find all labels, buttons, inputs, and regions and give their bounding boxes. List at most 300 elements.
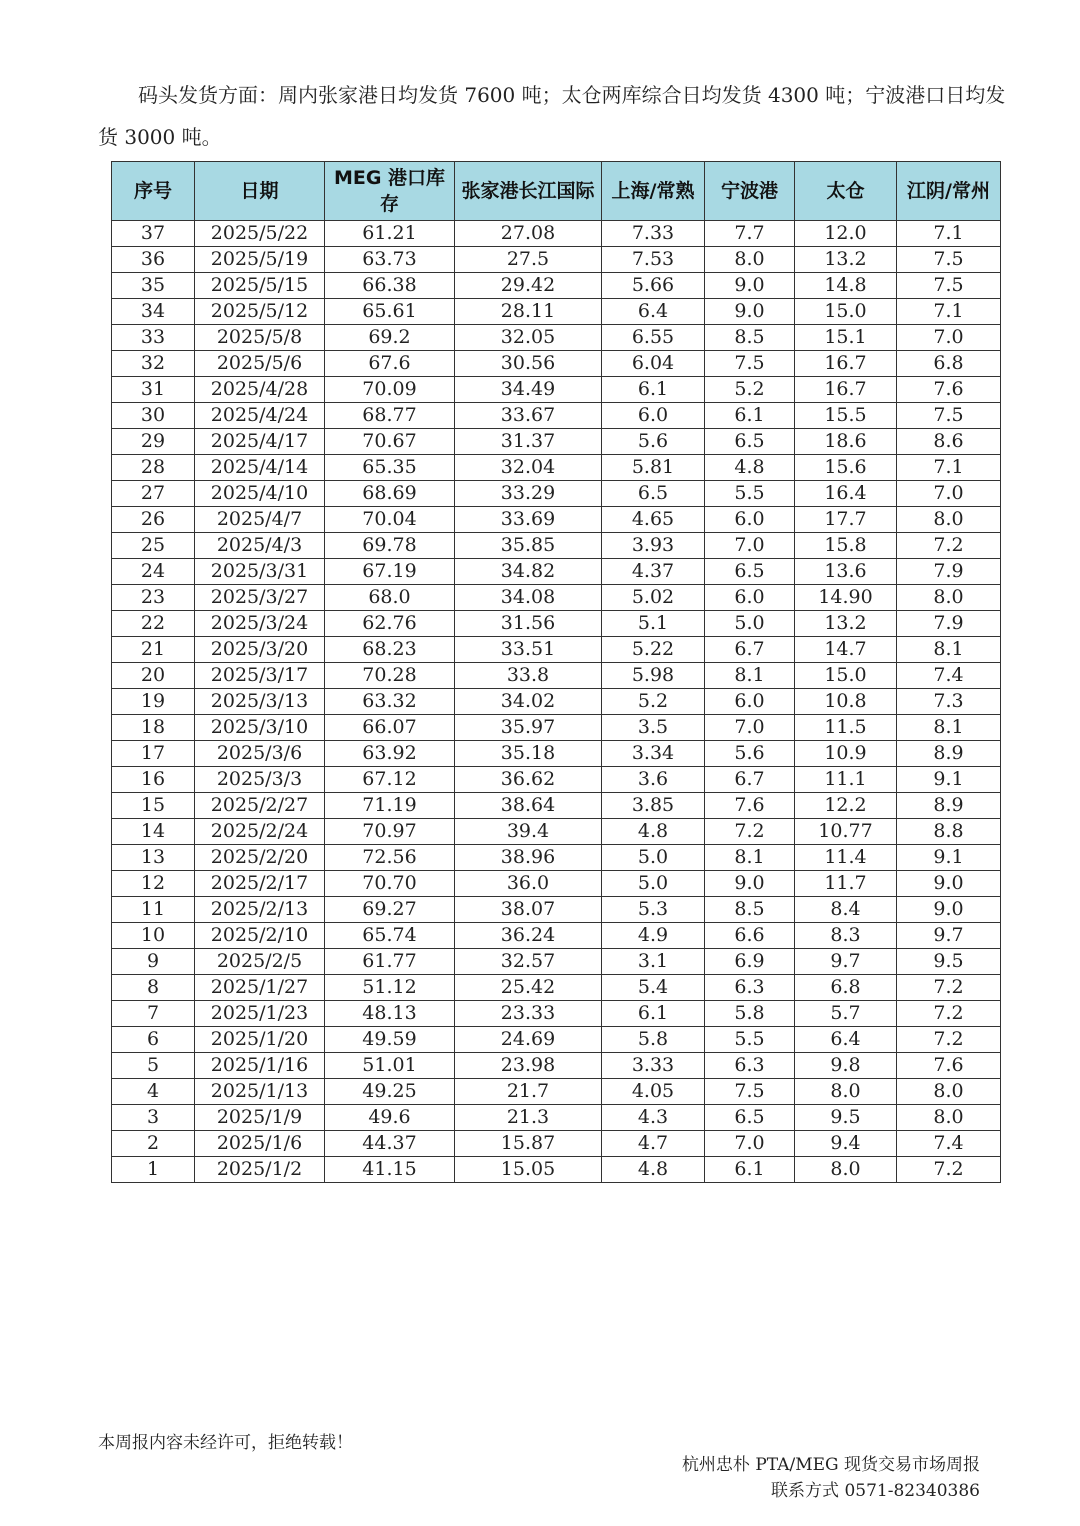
cell-zhangjiagang: 33.51 (455, 637, 602, 663)
cell-zhangjiagang: 36.24 (455, 923, 602, 949)
cell-shanghai-changshu: 4.9 (602, 923, 705, 949)
cell-meg-port-inventory: 71.19 (325, 793, 455, 819)
cell-date: 2025/2/20 (195, 845, 325, 871)
cell-meg-port-inventory: 70.97 (325, 819, 455, 845)
cell-date: 2025/4/14 (195, 455, 325, 481)
cell-taicang: 10.9 (795, 741, 897, 767)
cell-shanghai-changshu: 4.8 (602, 1157, 705, 1183)
cell-meg-port-inventory: 70.70 (325, 871, 455, 897)
cell-shanghai-changshu: 6.1 (602, 377, 705, 403)
cell-taicang: 10.8 (795, 689, 897, 715)
cell-taicang: 15.6 (795, 455, 897, 481)
cell-shanghai-changshu: 6.0 (602, 403, 705, 429)
table-row (112, 429, 1001, 455)
cell-zhangjiagang: 38.64 (455, 793, 602, 819)
table-row (112, 403, 1001, 429)
cell-ningbo: 5.8 (705, 1001, 795, 1027)
cell-meg-port-inventory: 63.32 (325, 689, 455, 715)
cell-taicang: 17.7 (795, 507, 897, 533)
cell-jiangyin-changzhou: 9.5 (897, 949, 1001, 975)
table-row (112, 481, 1001, 507)
cell-index: 31 (112, 377, 195, 403)
table-row (112, 611, 1001, 637)
cell-jiangyin-changzhou: 7.6 (897, 1053, 1001, 1079)
cell-date: 2025/5/12 (195, 299, 325, 325)
table-row (112, 767, 1001, 793)
cell-ningbo: 7.0 (705, 1131, 795, 1157)
cell-zhangjiagang: 31.37 (455, 429, 602, 455)
table-row (112, 819, 1001, 845)
cell-taicang: 13.2 (795, 247, 897, 273)
cell-index: 29 (112, 429, 195, 455)
cell-shanghai-changshu: 4.65 (602, 507, 705, 533)
cell-ningbo: 8.1 (705, 845, 795, 871)
cell-shanghai-changshu: 5.6 (602, 429, 705, 455)
cell-date: 2025/1/23 (195, 1001, 325, 1027)
cell-meg-port-inventory: 68.69 (325, 481, 455, 507)
cell-meg-port-inventory: 70.09 (325, 377, 455, 403)
cell-jiangyin-changzhou: 9.7 (897, 923, 1001, 949)
cell-index: 8 (112, 975, 195, 1001)
cell-zhangjiagang: 21.7 (455, 1079, 602, 1105)
cell-date: 2025/5/8 (195, 325, 325, 351)
cell-meg-port-inventory: 67.12 (325, 767, 455, 793)
cell-ningbo: 6.6 (705, 923, 795, 949)
cell-meg-port-inventory: 62.76 (325, 611, 455, 637)
cell-taicang: 13.6 (795, 559, 897, 585)
cell-shanghai-changshu: 5.66 (602, 273, 705, 299)
cell-ningbo: 8.0 (705, 247, 795, 273)
meg-inventory-table (111, 161, 1001, 1183)
cell-meg-port-inventory: 65.61 (325, 299, 455, 325)
cell-index: 37 (112, 221, 195, 247)
cell-date: 2025/4/10 (195, 481, 325, 507)
cell-jiangyin-changzhou: 8.0 (897, 1105, 1001, 1131)
cell-index: 10 (112, 923, 195, 949)
table-row (112, 1001, 1001, 1027)
cell-zhangjiagang: 36.62 (455, 767, 602, 793)
table-row (112, 793, 1001, 819)
cell-meg-port-inventory: 70.04 (325, 507, 455, 533)
cell-meg-port-inventory: 68.0 (325, 585, 455, 611)
cell-jiangyin-changzhou: 8.6 (897, 429, 1001, 455)
cell-taicang: 16.7 (795, 351, 897, 377)
cell-date: 2025/5/19 (195, 247, 325, 273)
cell-ningbo: 6.7 (705, 767, 795, 793)
cell-shanghai-changshu: 3.1 (602, 949, 705, 975)
header-taicang: 太仓 (795, 162, 897, 221)
cell-jiangyin-changzhou: 7.4 (897, 1131, 1001, 1157)
cell-index: 9 (112, 949, 195, 975)
cell-jiangyin-changzhou: 8.8 (897, 819, 1001, 845)
cell-ningbo: 9.0 (705, 871, 795, 897)
cell-jiangyin-changzhou: 7.6 (897, 377, 1001, 403)
table-row (112, 637, 1001, 663)
cell-taicang: 9.7 (795, 949, 897, 975)
cell-taicang: 8.4 (795, 897, 897, 923)
cell-taicang: 14.7 (795, 637, 897, 663)
cell-meg-port-inventory: 66.07 (325, 715, 455, 741)
cell-zhangjiagang: 34.82 (455, 559, 602, 585)
cell-meg-port-inventory: 41.15 (325, 1157, 455, 1183)
cell-shanghai-changshu: 4.05 (602, 1079, 705, 1105)
cell-shanghai-changshu: 7.53 (602, 247, 705, 273)
cell-zhangjiagang: 27.08 (455, 221, 602, 247)
cell-taicang: 15.0 (795, 299, 897, 325)
cell-taicang: 16.4 (795, 481, 897, 507)
cell-zhangjiagang: 35.97 (455, 715, 602, 741)
cell-shanghai-changshu: 3.5 (602, 715, 705, 741)
cell-jiangyin-changzhou: 6.8 (897, 351, 1001, 377)
cell-date: 2025/2/17 (195, 871, 325, 897)
cell-zhangjiagang: 27.5 (455, 247, 602, 273)
cell-ningbo: 7.2 (705, 819, 795, 845)
cell-zhangjiagang: 25.42 (455, 975, 602, 1001)
header-shanghai-changshu: 上海/常熟 (602, 162, 705, 221)
cell-index: 23 (112, 585, 195, 611)
cell-date: 2025/3/20 (195, 637, 325, 663)
cell-shanghai-changshu: 7.33 (602, 221, 705, 247)
cell-index: 22 (112, 611, 195, 637)
cell-meg-port-inventory: 63.73 (325, 247, 455, 273)
cell-taicang: 15.8 (795, 533, 897, 559)
cell-date: 2025/5/6 (195, 351, 325, 377)
cell-zhangjiagang: 34.49 (455, 377, 602, 403)
cell-index: 26 (112, 507, 195, 533)
cell-taicang: 16.7 (795, 377, 897, 403)
cell-jiangyin-changzhou: 7.1 (897, 299, 1001, 325)
cell-index: 18 (112, 715, 195, 741)
report-footer (682, 1452, 980, 1504)
cell-ningbo: 7.5 (705, 351, 795, 377)
cell-index: 25 (112, 533, 195, 559)
cell-taicang: 11.4 (795, 845, 897, 871)
cell-taicang: 11.7 (795, 871, 897, 897)
cell-taicang: 18.6 (795, 429, 897, 455)
cell-index: 5 (112, 1053, 195, 1079)
cell-zhangjiagang: 15.05 (455, 1157, 602, 1183)
cell-ningbo: 6.3 (705, 1053, 795, 1079)
table-row (112, 1131, 1001, 1157)
cell-shanghai-changshu: 3.34 (602, 741, 705, 767)
table-row (112, 1157, 1001, 1183)
cell-jiangyin-changzhou: 8.9 (897, 793, 1001, 819)
cell-jiangyin-changzhou: 7.2 (897, 533, 1001, 559)
cell-jiangyin-changzhou: 8.1 (897, 637, 1001, 663)
cell-meg-port-inventory: 69.27 (325, 897, 455, 923)
cell-zhangjiagang: 23.33 (455, 1001, 602, 1027)
table-row (112, 1105, 1001, 1131)
cell-date: 2025/2/13 (195, 897, 325, 923)
cell-ningbo: 5.0 (705, 611, 795, 637)
cell-date: 2025/3/13 (195, 689, 325, 715)
table-row (112, 559, 1001, 585)
cell-zhangjiagang: 33.29 (455, 481, 602, 507)
cell-meg-port-inventory: 48.13 (325, 1001, 455, 1027)
report-title: 杭州忠朴 PTA/MEG 现货交易市场周报 (681, 1455, 980, 1475)
cell-jiangyin-changzhou: 8.0 (897, 1079, 1001, 1105)
cell-taicang: 8.0 (795, 1079, 897, 1105)
cell-ningbo: 6.5 (705, 1105, 795, 1131)
cell-ningbo: 4.8 (705, 455, 795, 481)
cell-shanghai-changshu: 3.85 (602, 793, 705, 819)
cell-ningbo: 6.1 (705, 1157, 795, 1183)
cell-date: 2025/4/28 (195, 377, 325, 403)
cell-date: 2025/5/22 (195, 221, 325, 247)
header-index: 序号 (112, 162, 195, 221)
table-row (112, 1027, 1001, 1053)
table-row (112, 897, 1001, 923)
cell-taicang: 14.90 (795, 585, 897, 611)
cell-jiangyin-changzhou: 7.0 (897, 481, 1001, 507)
cell-shanghai-changshu: 6.4 (602, 299, 705, 325)
cell-date: 2025/2/27 (195, 793, 325, 819)
cell-jiangyin-changzhou: 7.9 (897, 611, 1001, 637)
table-row (112, 663, 1001, 689)
cell-zhangjiagang: 32.05 (455, 325, 602, 351)
cell-date: 2025/4/17 (195, 429, 325, 455)
cell-index: 12 (112, 871, 195, 897)
cell-taicang: 8.3 (795, 923, 897, 949)
cell-index: 14 (112, 819, 195, 845)
contact-info: 联系方式 0571-82340386 (771, 1481, 980, 1501)
cell-date: 2025/3/31 (195, 559, 325, 585)
cell-taicang: 12.0 (795, 221, 897, 247)
cell-taicang: 15.0 (795, 663, 897, 689)
cell-taicang: 9.5 (795, 1105, 897, 1131)
cell-jiangyin-changzhou: 9.1 (897, 845, 1001, 871)
table-row (112, 689, 1001, 715)
cell-index: 17 (112, 741, 195, 767)
cell-jiangyin-changzhou: 8.0 (897, 507, 1001, 533)
cell-ningbo: 6.5 (705, 429, 795, 455)
cell-jiangyin-changzhou: 7.3 (897, 689, 1001, 715)
table-body (112, 221, 1001, 1183)
table-row (112, 975, 1001, 1001)
cell-date: 2025/3/24 (195, 611, 325, 637)
cell-ningbo: 7.5 (705, 1079, 795, 1105)
cell-index: 7 (112, 1001, 195, 1027)
table-row (112, 949, 1001, 975)
cell-zhangjiagang: 32.04 (455, 455, 602, 481)
cell-ningbo: 7.0 (705, 533, 795, 559)
cell-taicang: 6.8 (795, 975, 897, 1001)
cell-meg-port-inventory: 68.77 (325, 403, 455, 429)
cell-date: 2025/1/27 (195, 975, 325, 1001)
cell-index: 24 (112, 559, 195, 585)
cell-meg-port-inventory: 63.92 (325, 741, 455, 767)
cell-index: 36 (112, 247, 195, 273)
cell-shanghai-changshu: 4.3 (602, 1105, 705, 1131)
table-row (112, 299, 1001, 325)
cell-zhangjiagang: 35.85 (455, 533, 602, 559)
cell-taicang: 15.1 (795, 325, 897, 351)
cell-jiangyin-changzhou: 7.2 (897, 1157, 1001, 1183)
cell-shanghai-changshu: 3.6 (602, 767, 705, 793)
table-row (112, 871, 1001, 897)
cell-taicang: 10.77 (795, 819, 897, 845)
cell-shanghai-changshu: 6.5 (602, 481, 705, 507)
cell-date: 2025/5/15 (195, 273, 325, 299)
cell-ningbo: 5.2 (705, 377, 795, 403)
cell-date: 2025/3/6 (195, 741, 325, 767)
table-row (112, 923, 1001, 949)
cell-shanghai-changshu: 5.81 (602, 455, 705, 481)
header-ningbo: 宁波港 (705, 162, 795, 221)
cell-date: 2025/2/24 (195, 819, 325, 845)
cell-index: 32 (112, 351, 195, 377)
cell-ningbo: 6.3 (705, 975, 795, 1001)
cell-jiangyin-changzhou: 8.9 (897, 741, 1001, 767)
cell-meg-port-inventory: 67.6 (325, 351, 455, 377)
cell-ningbo: 8.5 (705, 325, 795, 351)
cell-shanghai-changshu: 5.4 (602, 975, 705, 1001)
cell-index: 3 (112, 1105, 195, 1131)
cell-date: 2025/3/27 (195, 585, 325, 611)
cell-shanghai-changshu: 5.22 (602, 637, 705, 663)
cell-index: 21 (112, 637, 195, 663)
cell-shanghai-changshu: 5.98 (602, 663, 705, 689)
cell-meg-port-inventory: 65.35 (325, 455, 455, 481)
cell-taicang: 9.4 (795, 1131, 897, 1157)
cell-taicang: 11.5 (795, 715, 897, 741)
cell-zhangjiagang: 39.4 (455, 819, 602, 845)
cell-meg-port-inventory: 72.56 (325, 845, 455, 871)
header-meg-port-inventory: MEG 港口库存 (325, 162, 455, 221)
cell-shanghai-changshu: 6.1 (602, 1001, 705, 1027)
cell-taicang: 8.0 (795, 1157, 897, 1183)
cell-index: 2 (112, 1131, 195, 1157)
table-row (112, 273, 1001, 299)
cell-index: 28 (112, 455, 195, 481)
table-row (112, 351, 1001, 377)
cell-index: 30 (112, 403, 195, 429)
cell-jiangyin-changzhou: 7.9 (897, 559, 1001, 585)
cell-zhangjiagang: 29.42 (455, 273, 602, 299)
table-row (112, 533, 1001, 559)
header-zhangjiagang: 张家港长江国际 (455, 162, 602, 221)
cell-index: 15 (112, 793, 195, 819)
cell-jiangyin-changzhou: 7.1 (897, 221, 1001, 247)
cell-ningbo: 8.1 (705, 663, 795, 689)
cell-meg-port-inventory: 70.67 (325, 429, 455, 455)
cell-index: 34 (112, 299, 195, 325)
cell-ningbo: 9.0 (705, 273, 795, 299)
cell-ningbo: 7.7 (705, 221, 795, 247)
cell-meg-port-inventory: 49.6 (325, 1105, 455, 1131)
cell-shanghai-changshu: 6.55 (602, 325, 705, 351)
cell-jiangyin-changzhou: 7.1 (897, 455, 1001, 481)
table-row (112, 715, 1001, 741)
cell-shanghai-changshu: 3.93 (602, 533, 705, 559)
cell-shanghai-changshu: 5.1 (602, 611, 705, 637)
cell-ningbo: 7.6 (705, 793, 795, 819)
cell-zhangjiagang: 38.96 (455, 845, 602, 871)
cell-index: 6 (112, 1027, 195, 1053)
cell-date: 2025/3/3 (195, 767, 325, 793)
cell-jiangyin-changzhou: 7.4 (897, 663, 1001, 689)
cell-ningbo: 6.0 (705, 689, 795, 715)
cell-zhangjiagang: 32.57 (455, 949, 602, 975)
cell-meg-port-inventory: 66.38 (325, 273, 455, 299)
cell-index: 20 (112, 663, 195, 689)
cell-taicang: 9.8 (795, 1053, 897, 1079)
cell-shanghai-changshu: 5.8 (602, 1027, 705, 1053)
intro-paragraph: 码头发货方面：周内张家港日均发货 7600 吨；太仓两库综合日均发货 4300 吨；宁波港口日均发货 3000 吨。 (98, 83, 1006, 149)
cell-ningbo: 7.0 (705, 715, 795, 741)
cell-ningbo: 6.9 (705, 949, 795, 975)
cell-jiangyin-changzhou: 7.2 (897, 975, 1001, 1001)
cell-jiangyin-changzhou: 7.2 (897, 1001, 1001, 1027)
cell-zhangjiagang: 31.56 (455, 611, 602, 637)
table-row (112, 455, 1001, 481)
cell-shanghai-changshu: 5.02 (602, 585, 705, 611)
cell-shanghai-changshu: 4.8 (602, 819, 705, 845)
cell-zhangjiagang: 30.56 (455, 351, 602, 377)
cell-meg-port-inventory: 69.2 (325, 325, 455, 351)
cell-zhangjiagang: 23.98 (455, 1053, 602, 1079)
cell-meg-port-inventory: 51.12 (325, 975, 455, 1001)
cell-index: 35 (112, 273, 195, 299)
cell-jiangyin-changzhou: 9.0 (897, 897, 1001, 923)
cell-index: 19 (112, 689, 195, 715)
cell-meg-port-inventory: 65.74 (325, 923, 455, 949)
table-row (112, 1079, 1001, 1105)
header-jiangyin-changzhou: 江阴/常州 (897, 162, 1001, 221)
cell-date: 2025/1/20 (195, 1027, 325, 1053)
cell-shanghai-changshu: 5.2 (602, 689, 705, 715)
cell-shanghai-changshu: 5.0 (602, 871, 705, 897)
cell-date: 2025/4/24 (195, 403, 325, 429)
cell-zhangjiagang: 34.08 (455, 585, 602, 611)
cell-zhangjiagang: 24.69 (455, 1027, 602, 1053)
cell-date: 2025/1/16 (195, 1053, 325, 1079)
cell-date: 2025/1/9 (195, 1105, 325, 1131)
cell-taicang: 5.7 (795, 1001, 897, 1027)
cell-meg-port-inventory: 61.21 (325, 221, 455, 247)
cell-meg-port-inventory: 49.25 (325, 1079, 455, 1105)
cell-jiangyin-changzhou: 8.0 (897, 585, 1001, 611)
cell-index: 11 (112, 897, 195, 923)
cell-zhangjiagang: 35.18 (455, 741, 602, 767)
table-row (112, 377, 1001, 403)
cell-ningbo: 8.5 (705, 897, 795, 923)
cell-taicang: 15.5 (795, 403, 897, 429)
cell-zhangjiagang: 33.69 (455, 507, 602, 533)
table-header-row (112, 162, 1001, 221)
cell-date: 2025/1/13 (195, 1079, 325, 1105)
cell-shanghai-changshu: 5.3 (602, 897, 705, 923)
cell-zhangjiagang: 34.02 (455, 689, 602, 715)
cell-jiangyin-changzhou: 7.5 (897, 247, 1001, 273)
cell-shanghai-changshu: 4.7 (602, 1131, 705, 1157)
cell-date: 2025/2/5 (195, 949, 325, 975)
cell-ningbo: 6.0 (705, 507, 795, 533)
cell-index: 4 (112, 1079, 195, 1105)
cell-date: 2025/4/3 (195, 533, 325, 559)
header-date: 日期 (195, 162, 325, 221)
cell-ningbo: 6.5 (705, 559, 795, 585)
cell-ningbo: 6.1 (705, 403, 795, 429)
cell-jiangyin-changzhou: 9.1 (897, 767, 1001, 793)
cell-jiangyin-changzhou: 7.2 (897, 1027, 1001, 1053)
cell-shanghai-changshu: 6.04 (602, 351, 705, 377)
cell-zhangjiagang: 36.0 (455, 871, 602, 897)
cell-ningbo: 5.5 (705, 481, 795, 507)
cell-index: 27 (112, 481, 195, 507)
cell-shanghai-changshu: 3.33 (602, 1053, 705, 1079)
table-row (112, 325, 1001, 351)
